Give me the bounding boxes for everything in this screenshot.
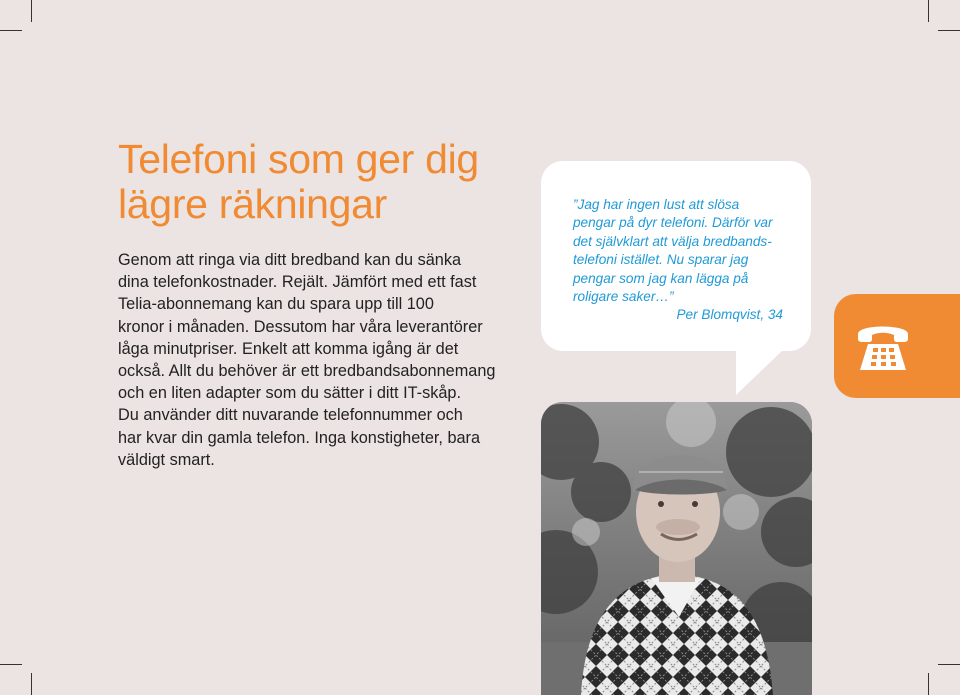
quote-line: pengar som jag kan lägga på bbox=[573, 270, 749, 286]
body-line: Genom att ringa via ditt bredband kan du sänka bbox=[118, 251, 462, 269]
quote-line: roligare saker…” bbox=[573, 289, 674, 305]
body-line: Du använder ditt nuvarande telefonnummer och bbox=[118, 406, 463, 425]
body-paragraph bbox=[118, 249, 518, 471]
body-line: också. Allt du behöver är ett bredbandsabonnemang bbox=[118, 362, 496, 381]
quote-signature: Per Blomqvist, 34 bbox=[676, 307, 783, 323]
telephone-icon bbox=[854, 318, 912, 376]
body-line: och en liten adapter som du sätter i ditt IT-skåp. bbox=[118, 384, 461, 403]
body-line: dina telefonkostnader. Rejält. Jämfört med ett fast bbox=[118, 273, 477, 292]
crop-mark bbox=[938, 30, 960, 31]
body-line: har kvar din gamla telefon. Inga konstigheter, bara bbox=[118, 428, 481, 447]
quote-line: pengar på dyr telefoni. Därför var bbox=[573, 215, 773, 231]
title-line: Telefoni som ger dig bbox=[118, 136, 479, 182]
customer-quote bbox=[573, 196, 803, 325]
crop-mark bbox=[938, 664, 960, 665]
quote-line: det självklart att välja bredbands- bbox=[573, 233, 772, 249]
title-line: lägre räkningar bbox=[118, 181, 387, 227]
portrait-image bbox=[541, 402, 812, 695]
quote-line: telefoni istället. Nu sparar jag bbox=[573, 252, 749, 268]
body-line: väldigt smart. bbox=[118, 450, 215, 469]
body-line: Telia-abonnemang kan du spara upp till 100 bbox=[118, 295, 434, 314]
speech-bubble-tail bbox=[736, 349, 784, 395]
body-line: kronor i månaden. Dessutom har våra leverantörer bbox=[118, 317, 483, 336]
crop-mark bbox=[0, 664, 22, 665]
body-line: låga minutpriser. Enkelt att komma igång är det bbox=[118, 339, 459, 358]
crop-mark bbox=[0, 30, 22, 31]
crop-mark bbox=[31, 673, 32, 695]
crop-mark bbox=[31, 0, 32, 22]
page-title bbox=[118, 137, 538, 227]
crop-mark bbox=[928, 0, 929, 22]
crop-mark bbox=[928, 673, 929, 695]
phone-tab bbox=[834, 294, 960, 398]
customer-photo bbox=[541, 402, 812, 695]
quote-line: ”Jag har ingen lust att slösa bbox=[573, 197, 740, 212]
